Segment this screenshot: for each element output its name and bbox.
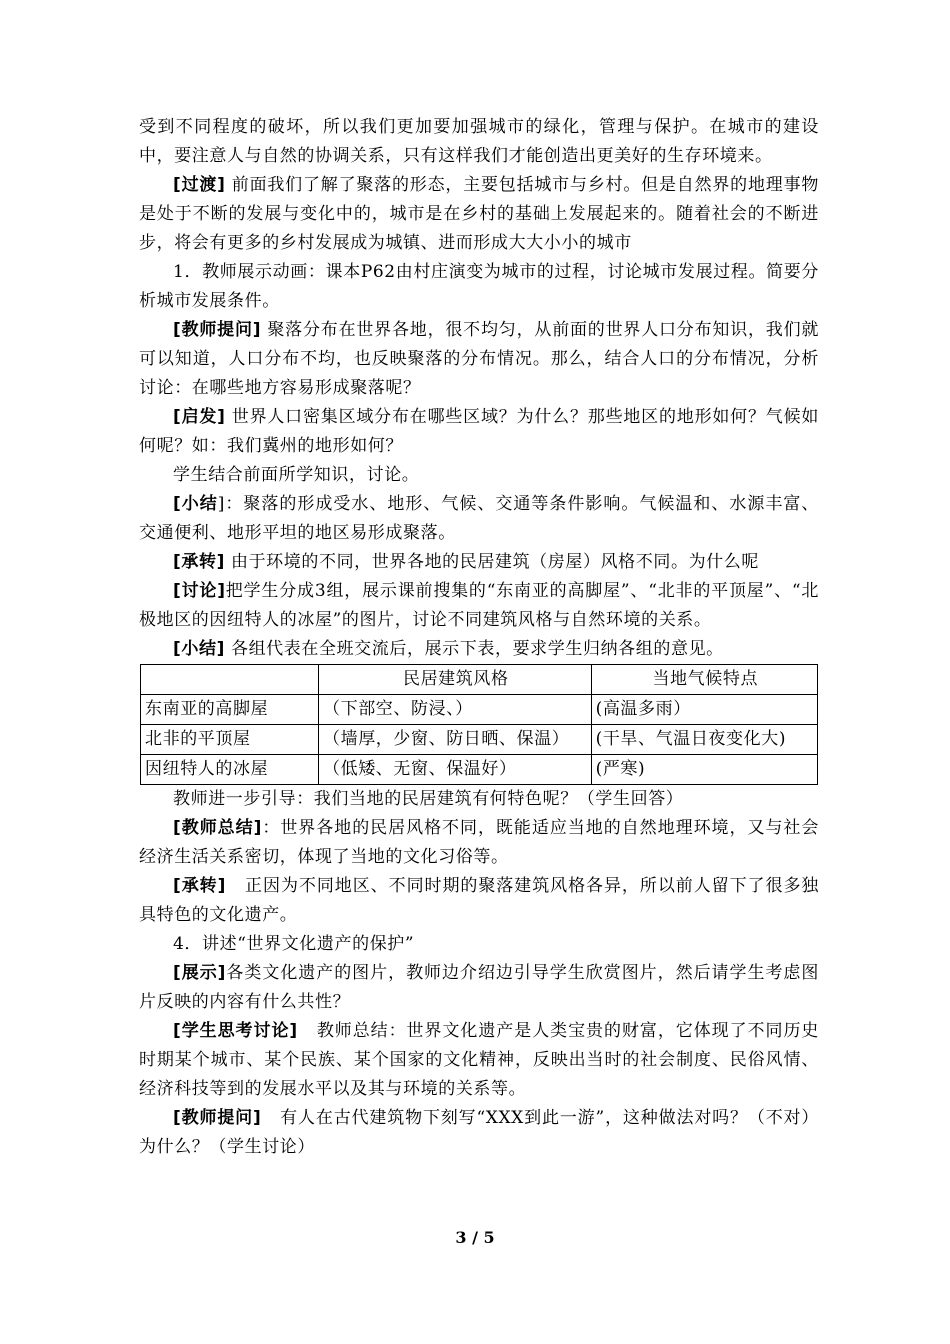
- paragraph: [启发] 世界人口密集区域分布在哪些区域？为什么？那些地区的地形如何？气候如何呢？如：我们冀州的地形如何？: [139, 407, 819, 456]
- paragraph-tag: [小结: [173, 494, 218, 514]
- paragraph: 1．教师展示动画：课本P62由村庄演变为城市的过程，讨论城市发展过程。简要分析城市发展条件。: [139, 262, 819, 311]
- paragraph: [承转] 由于环境的不同，世界各地的民居建筑（房屋）风格不同。为什么呢: [173, 552, 759, 572]
- table-cell: 因纽特人的冰屋: [141, 755, 319, 785]
- table-cell: 北非的平顶屋: [141, 725, 319, 755]
- paragraph: [小结] 各组代表在全班交流后，展示下表，要求学生归纳各组的意见。: [173, 639, 724, 659]
- paragraph-tag: [启发]: [173, 407, 226, 427]
- table-cell: (高温多雨）: [591, 695, 817, 725]
- paragraph-tag: [教师提问]: [173, 1108, 262, 1128]
- paragraph-tag: [学生思考讨论]: [173, 1021, 298, 1041]
- paragraph-tag: [小结]: [173, 639, 225, 659]
- paragraph: [承转] 正因为不同地区、不同时期的聚落建筑风格各异，所以前人留下了很多独具特色的文化遗产。: [139, 876, 819, 925]
- paragraph: [教师提问] 有人在古代建筑物下刻写“XXX到此一游”，这种做法对吗？（不对）为什么？（学生讨论）: [139, 1108, 820, 1157]
- table-row: [141, 755, 818, 785]
- paragraph-tag: [教师总结]: [173, 818, 262, 838]
- table-header-cell: [141, 665, 319, 695]
- paragraph: [展示]各类文化遗产的图片，教师边介绍边引导学生欣赏图片，然后请学生考虑图片反映的内容有什么共性？: [139, 963, 819, 1012]
- table-row: [141, 695, 818, 725]
- paragraph: [教师总结]：世界各地的民居风格不同，既能适应当地的自然地理环境，又与社会经济生活关系密切，体现了当地的文化习俗等。: [139, 818, 819, 867]
- paragraph: [讨论]把学生分成3组，展示课前搜集的“东南亚的高脚屋”、“北非的平顶屋”、“北极地区的因纽特人的冰屋”的图片，讨论不同建筑风格与自然环境的关系。: [139, 581, 819, 630]
- paragraph-tag: [承转]: [173, 552, 225, 572]
- page-number: 3 / 5: [455, 1228, 495, 1247]
- table-cell: (严寒): [591, 755, 817, 785]
- table-header-cell: 当地气候特点: [591, 665, 817, 695]
- paragraph: [教师提问] 聚落分布在世界各地，很不均匀，从前面的世界人口分布知识，我们就可以知道，人口分布不均，也反映聚落的分布情况。那么，结合人口的分布情况，分析讨论：在哪些地方容易形成聚落呢？: [139, 320, 820, 398]
- table-cell: （下部空、防浸、）: [319, 695, 592, 725]
- paragraph-tag: [过渡]: [173, 175, 226, 195]
- document-body: [139, 113, 819, 1162]
- paragraph-tag: [教师提问]: [173, 320, 262, 340]
- table-header-row: [141, 665, 818, 695]
- table-cell: (干旱、气温日夜变化大): [591, 725, 817, 755]
- table-row: [141, 725, 818, 755]
- paragraph: 教师进一步引导：我们当地的民居建筑有何特色呢？（学生回答）: [173, 789, 684, 809]
- table-cell: （墙厚，少窗、防日晒、保温）: [319, 725, 592, 755]
- paragraph: [小结]：聚落的形成受水、地形、气候、交通等条件影响。气候温和、水源丰富、交通便利、地形平坦的地区易形成聚落。: [139, 494, 820, 543]
- paragraph-tag: [讨论]: [173, 581, 226, 601]
- table-cell: 东南亚的高脚屋: [141, 695, 319, 725]
- paragraph-tag: [展示]: [173, 963, 227, 983]
- table-cell: （低矮、无窗、保温好）: [319, 755, 592, 785]
- paragraph: [学生思考讨论] 教师总结：世界文化遗产是人类宝贵的财富，它体现了不同历史时期某个城市、某个民族、某个国家的文化精神，反映出当时的社会制度、民俗风情、经济科技等到的发展水平以及其与环境的关系等。: [139, 1021, 819, 1099]
- paragraph: 学生结合前面所学知识，讨论。: [173, 465, 420, 485]
- housing-style-table: [140, 664, 818, 785]
- paragraph-tag: [承转]: [173, 876, 226, 896]
- paragraph: 4．讲述“世界文化遗产的保护”: [173, 934, 415, 954]
- paragraph: [过渡] 前面我们了解了聚落的形态，主要包括城市与乡村。但是自然界的地理事物是处于不断的发展与变化中的，城市是在乡村的基础上发展起来的。随着社会的不断进步，将会有更多的乡村发展成为城镇、进而形成大大小小的城市: [139, 175, 819, 253]
- paragraph: 受到不同程度的破坏，所以我们更加要加强城市的绿化，管理与保护。在城市的建设中，要注意人与自然的协调关系，只有这样我们才能创造出更美好的生存环境来。: [139, 117, 819, 166]
- table-header-cell: 民居建筑风格: [319, 665, 592, 695]
